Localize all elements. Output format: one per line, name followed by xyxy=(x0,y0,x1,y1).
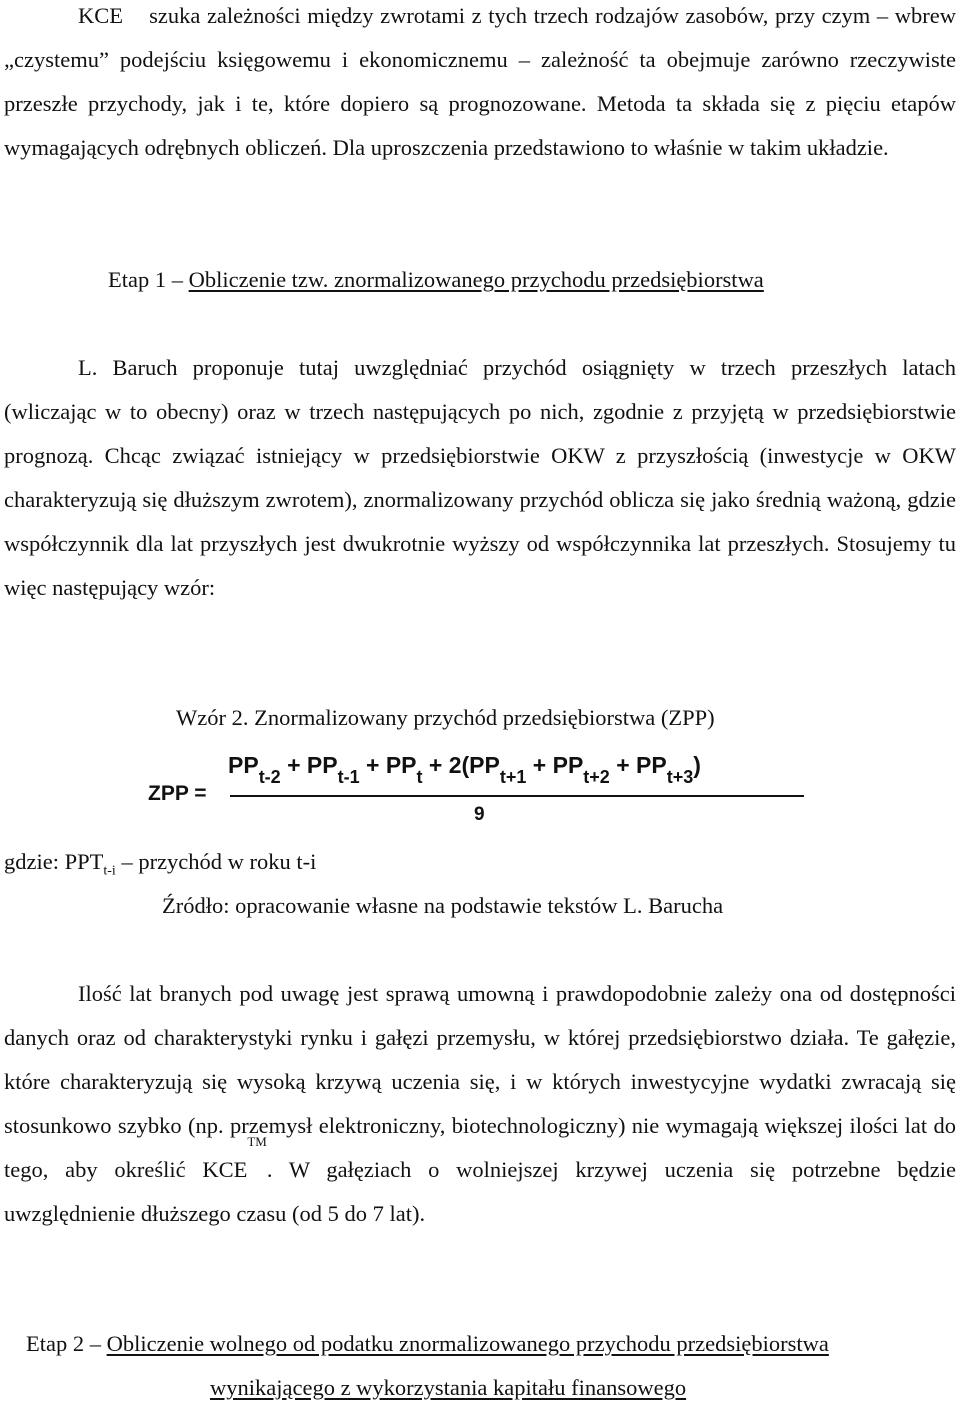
stage-2-heading xyxy=(26,1322,829,1366)
zpp-formula xyxy=(148,752,828,832)
formula-caption: Wzór 2. Znormalizowany przychód przedsiębiorstwa (ZPP) xyxy=(176,705,715,730)
formula-source: Źródło: opracowanie własne na podstawie tekstów L. Barucha xyxy=(162,893,724,918)
intro-text: szuka zależności między zwrotami z tych trzech rodzajów zasobów, przy czym – wbrew „czystemu” podejściu księgowemu i ekonomicznemu – zależność ta obejmuje zarówno rzeczywiste przeszłe przychody, jak i te, które dopiero są prognozowane. Metoda ta składa się z pięciu etapów wymagających odrębnych obliczeń. Dla uproszczenia przedstawiono to właśnie w takim układzie. xyxy=(4,3,956,160)
trademark-mark-2: TM xyxy=(247,1134,267,1149)
years-paragraph xyxy=(4,972,956,1236)
stage-2-title-line-1: Obliczenie wolnego od podatku znormalizowanego przychodu przedsiębiorstwa xyxy=(106,1331,829,1356)
kce-abbrev: KCE xyxy=(78,3,123,28)
formula-numerator: $PP_{t-2} + PP_{t-1} + PP_t + 2(PP_{t+1} + PP_{t+2} + PP_{t+3})$ xyxy=(228,752,701,787)
formula-denominator: 9 xyxy=(474,804,485,825)
baruch-paragraph: L. Baruch proponuje tutaj uwzględniać przychód osiągnięty w trzech przeszłych latach (wliczając w to obecny) oraz w trzech następujących po nich, zgodnie z przyjętą w przedsiębiorstwie prognozą. Chcąc związać istniejący w przedsiębiorstwie OKW z przyszłością (inwestycje w OKW charakteryzują się dłuższym zwrotem), znormalizowany przychód oblicza się jako średnią ważoną, gdzie współczynnik dla lat przyszłych jest dwukrotnie wyższy od współczynnika lat przeszłych. Stosujemy tu więc następujący wzór: xyxy=(4,355,956,600)
stage-1-prefix: Etap 1 – xyxy=(108,267,189,292)
intro-paragraph xyxy=(4,0,956,170)
formula-lhs: ZPP = xyxy=(148,782,207,805)
fraction-bar xyxy=(230,795,804,797)
stage-1-title: Obliczenie tzw. znormalizowanego przychodu przedsiębiorstwa xyxy=(188,267,764,292)
stage-2-title-line-2: wynikającego z wykorzystania kapitału finansowego xyxy=(210,1375,687,1400)
years-text: Ilość lat branych pod uwagę jest sprawą umowną i prawdopodobnie zależy ona od dostępności danych oraz od charakterystyki rynku i gałęzi przemysłu, w której przedsiębiorstwo działa. Te gałęzie, które charakteryzują się wysoką krzywą uczenia się, i w których inwestycyjne wydatki zwracają się stosunkowo szybko (np. przemysł elektroniczny, biotechnologiczny) nie wymagają większej ilości lat do tego, aby określić KCE xyxy=(4,981,956,1182)
years-text-after: . W gałęziach o wolniejszej krzywej uczenia się potrzebne będzie uwzględnienie dłuższego czasu (od 5 do 7 lat). xyxy=(4,1157,956,1226)
stage-2-heading-line-2 xyxy=(210,1366,686,1410)
formula-legend: gdzie: $PPT_{t-i}$ – przychód w roku t-i xyxy=(4,849,317,879)
stage-1-heading xyxy=(108,258,764,302)
stage-2-prefix: Etap 2 – xyxy=(26,1331,107,1356)
